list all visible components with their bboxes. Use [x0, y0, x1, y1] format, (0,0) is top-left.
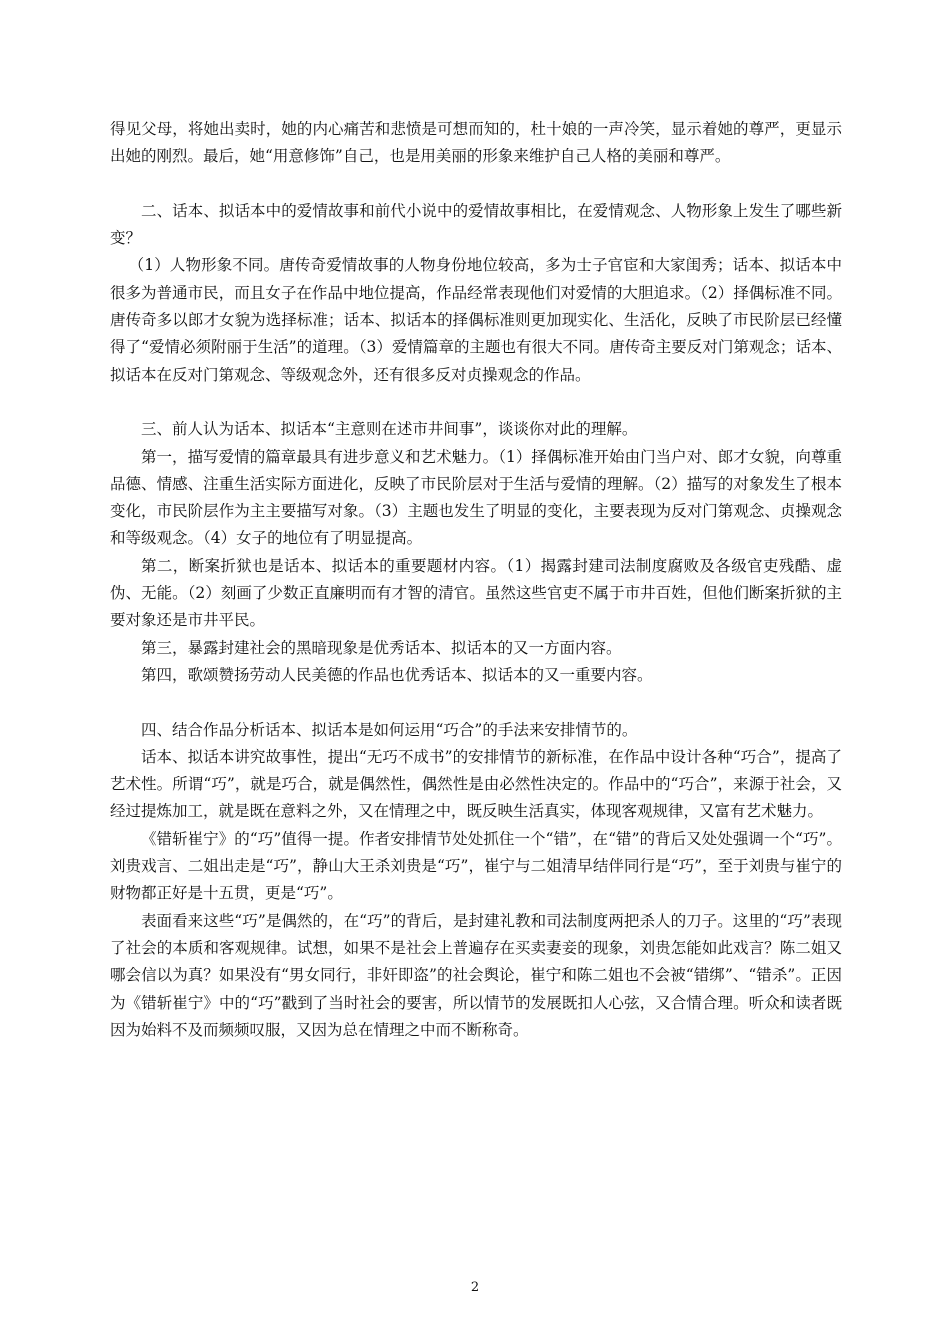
page-number: 2 — [470, 1280, 480, 1295]
answer-3-part-2: 第二，断案折狱也是话本、拟话本的重要题材内容。（1）揭露封建司法制度腐败及各级官吏残酷、虚伪、无能。（2）刻画了少数正直廉明而有才智的清官。虽然这些官吏不属于市井百姓，但他们断案折狱的主要对象还是市井平民。 — [110, 556, 842, 630]
question-2: 二、话本、拟话本中的爱情故事和前代小说中的爱情故事相比，在爱情观念、人物形象上发生了哪些新变？ — [110, 201, 842, 248]
question-3: 三、前人认为话本、拟话本“主意则在述市井间事”，谈谈你对此的理解。 — [141, 420, 638, 439]
section-gap — [110, 389, 842, 416]
answer-3-part-3: 第三，暴露封建社会的黑暗现象是优秀话本、拟话本的又一方面内容。 — [141, 638, 622, 657]
answer-2: （1）人物形象不同。唐传奇爱情故事的人物身份地位较高，多为士子官宦和大家闺秀；话本、拟话本中很多为普通市民，而且女子在作品中地位提高，作品经常表现他们对爱情的大胆追求。（2）择偶标准不同。唐传奇多以郎才女貌为选择标准；话本、拟话本的择偶标准则更加现实化、生活化，反映了市民阶层已经懂得了“爱情必须附丽于生活”的道理。（3）爱情篇章的主题也有很大不同。唐传奇主要反对门第观念；话本、拟话本在反对门第观念、等级观念外，还有很多反对贞操观念的作品。 — [110, 256, 842, 384]
answer-3-part-1: 第一，描写爱情的篇章最具有进步意义和艺术魅力。（1）择偶标准开始由门当户对、郎才女貌，向尊重品德、情感、注重生活实际方面进化，反映了市民阶层对于生活与爱情的理解。（2）描写的对象发生了根本变化，市民阶层作为主主要描写对象。（3）主题也发生了明显的变化，主要表现为反对门第观念、贞操观念和等级观念。（4）女子的地位有了明显提高。 — [110, 447, 842, 548]
answer-4-part-2: 《错斩崔宁》的“巧”值得一提。作者安排情节处处抓住一个“错”，在“错”的背后又处处强调一个“巧”。刘贵戏言、二姐出走是“巧”，静山大王杀刘贵是“巧”，崔宁与二姐清早结伴同行是“巧”，至于刘贵与崔宁的财物都正好是十五贯，更是“巧”。 — [110, 829, 842, 903]
section-gap — [110, 171, 842, 198]
answer-4-part-3: 表面看来这些“巧”是偶然的，在“巧”的背后，是封建礼教和司法制度两把杀人的刀子。这里的“巧”表现了社会的本质和客观规律。试想，如果不是社会上普遍存在买卖妻妾的现象，刘贵怎能如此戏言？陈二姐又哪会信以为真？如果没有“男女同行，非奸即盗”的社会舆论，崔宁和陈二姐也不会被“错绑”、“错杀”。正因为《错斩崔宁》中的“巧”戳到了当时社会的要害，所以情节的发展既扣人心弦，又合情合理。听众和读者既因为始料不及而频频叹服，又因为总在情理之中而不断称奇。 — [110, 911, 842, 1039]
answer-3-part-4: 第四，歌颂赞扬劳动人民美德的作品也优秀话本、拟话本的又一重要内容。 — [141, 665, 653, 684]
section-gap — [110, 689, 842, 716]
answer-4-part-1: 话本、拟话本讲究故事性，提出“无巧不成书”的安排情节的新标准，在作品中设计各种“巧合”，提高了艺术性。所谓“巧”，就是巧合，就是偶然性，偶然性是由必然性决定的。作品中的“巧合”，来源于社会，又经过提炼加工，就是既在意料之外，又在情理之中，既反映生活真实，体现客观规律，又富有艺术魅力。 — [110, 747, 842, 821]
paragraph-continuation: 得见父母，将她出卖时，她的内心痛苦和悲愤是可想而知的，杜十娘的一声冷笑，显示着她的尊严，更显示出她的刚烈。最后，她“用意修饰”自己，也是用美丽的形象来维护自己人格的美丽和尊严。 — [110, 120, 842, 166]
question-4: 四、结合作品分析话本、拟话本是如何运用“巧合”的手法来安排情节的。 — [141, 720, 638, 739]
document-body — [110, 116, 842, 1044]
